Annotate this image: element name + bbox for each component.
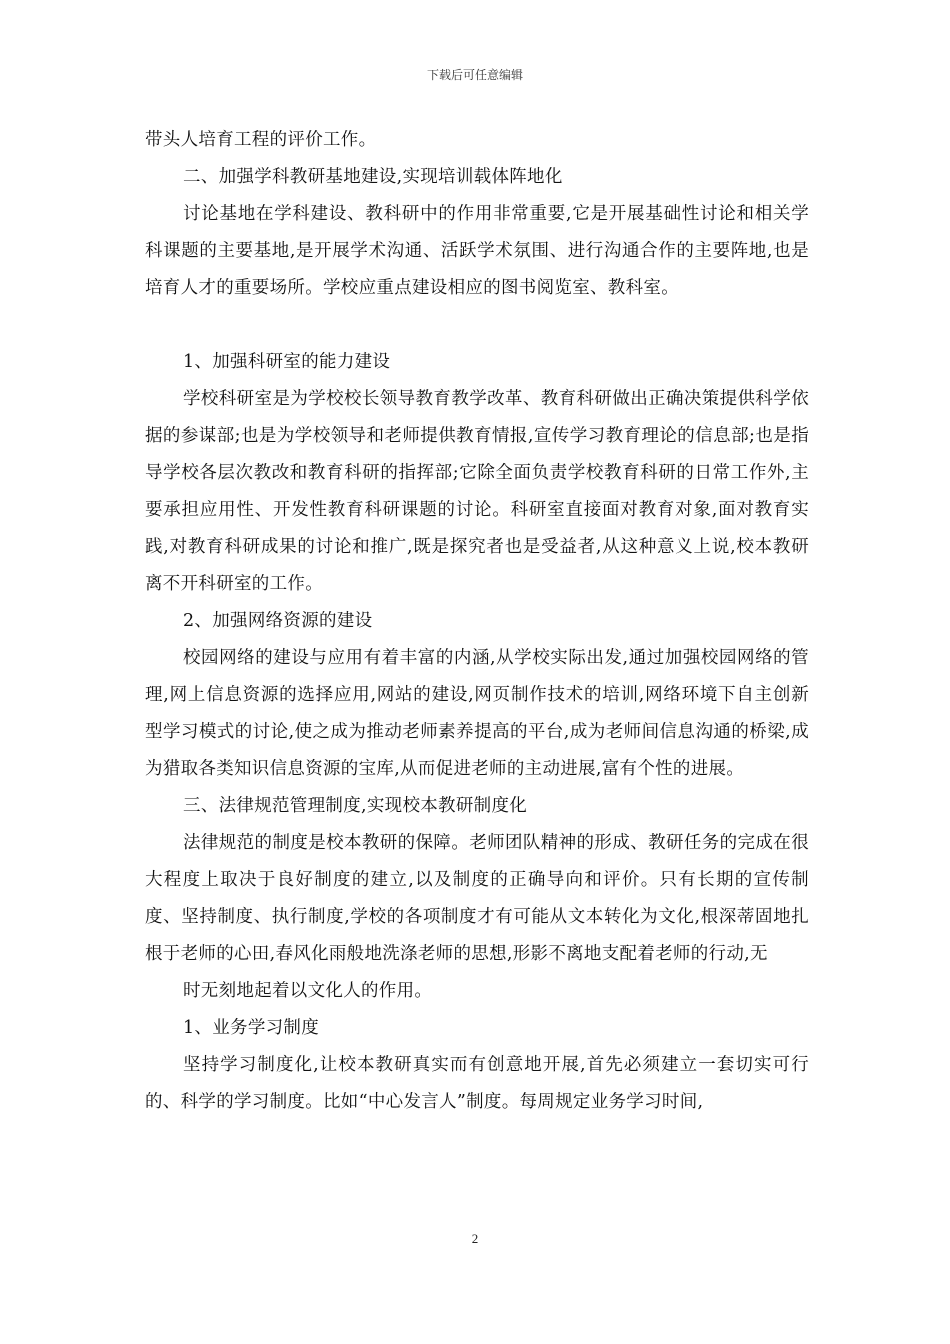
subsection-heading: 1、加强科研室的能力建设 [183, 352, 391, 372]
paragraph: 学校科研室是为学校校长领导教育教学改革、教育科研做出正确决策提供科学依据的参谋部;也是为学校领导和老师提供教育情报,宣传学习教育理论的信息部;也是指导学校各层次教改和教育科研的指挥部;它除全面负责学校教育科研的日常工作外,主要承担应用性、开发性教育科研课题的讨论。科研室直接面对教育对象,面对教育实践,对教育科研成果的讨论和推广,既是探究者也是受益者,从这种意义上说,校本教研离不开科研室的工作。 [145, 389, 809, 594]
document-body [145, 122, 809, 1121]
page-header: 下载后可任意编辑 [426, 68, 523, 82]
section-heading: 二、加强学科教研基地建设,实现培训载体阵地化 [183, 167, 563, 187]
section-heading: 三、法律规范管理制度,实现校本教研制度化 [183, 796, 528, 816]
paragraph: 校园网络的建设与应用有着丰富的内涵,从学校实际出发,通过加强校园网络的管理,网上信息资源的选择应用,网站的建设,网页制作技术的培训,网络环境下自主创新型学习模式的讨论,使之成为推动老师素养提高的平台,成为老师间信息沟通的桥梁,成为猎取各类知识信息资源的宝库,从而促进老师的主动进展,富有个性的进展。 [145, 648, 809, 779]
subsection-heading: 1、业务学习制度 [183, 1018, 320, 1038]
page-number: 2 [471, 1231, 479, 1246]
paragraph: 讨论基地在学科建设、教科研中的作用非常重要,它是开展基础性讨论和相关学科课题的主要基地,是开展学术沟通、活跃学术氛围、进行沟通合作的主要阵地,也是培育人才的重要场所。学校应重点建设相应的图书阅览室、教科室。 [145, 204, 809, 298]
paragraph: 坚持学习制度化,让校本教研真实而有创意地开展,首先必须建立一套切实可行的、科学的学习制度。比如“中心发言人”制度。每周规定业务学习时间, [145, 1055, 809, 1112]
subsection-heading: 2、加强网络资源的建设 [183, 611, 373, 631]
paragraph: 带头人培育工程的评价工作。 [145, 130, 377, 150]
paragraph: 法律规范的制度是校本教研的保障。老师团队精神的形成、教研任务的完成在很大程度上取决于良好制度的建立,以及制度的正确导向和评价。只有长期的宣传制度、坚持制度、执行制度,学校的各项制度才有可能从文本转化为文化,根深蒂固地扎根于老师的心田,春风化雨般地洗涤老师的思想,形影不离地支配着老师的行动,无 [145, 833, 809, 964]
paragraph-spacer [145, 307, 809, 344]
paragraph: 时无刻地起着以文化人的作用。 [183, 981, 433, 1001]
